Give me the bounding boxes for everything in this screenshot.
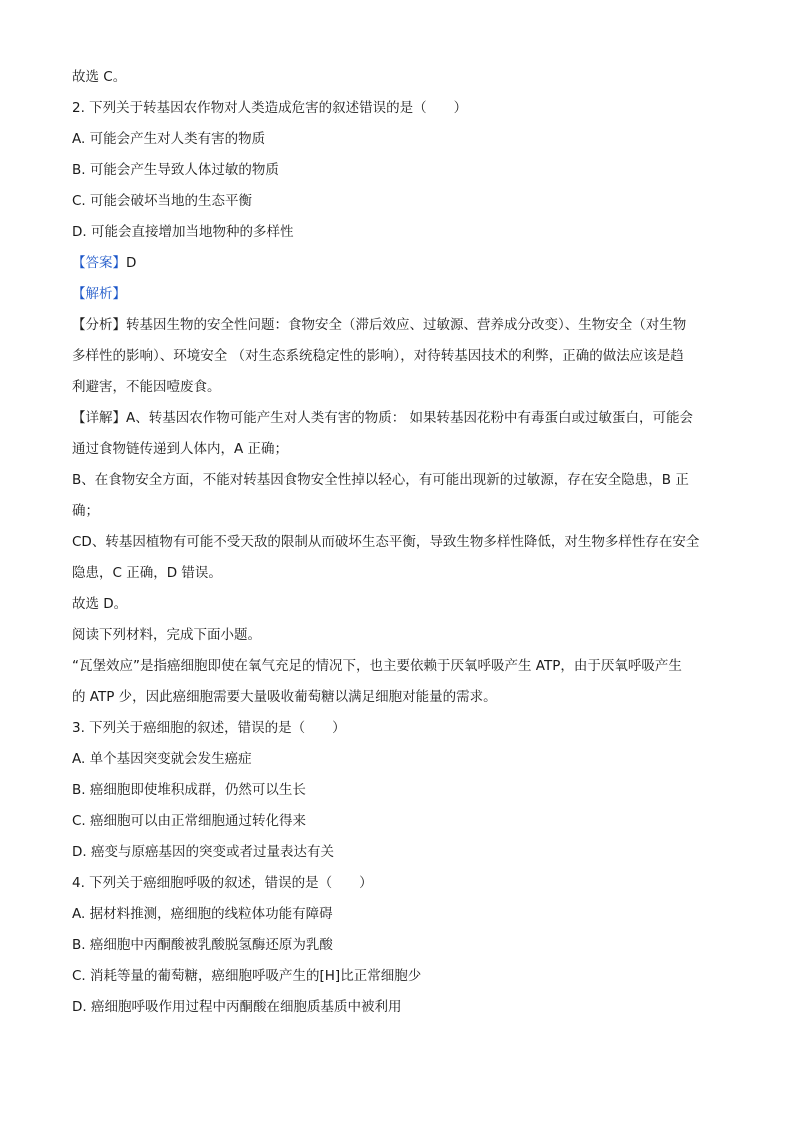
select-d-line: 故选 D。 (72, 596, 128, 612)
question-4-option-b: B. 癌细胞中丙酮酸被乳酸脱氢酶还原为乳酸 (72, 937, 333, 953)
analysis-heading (72, 279, 724, 310)
read-material-line: 阅读下列材料，完成下面小题。 (72, 627, 261, 643)
question-3-option-a: A. 单个基因突变就会发生癌症 (72, 751, 252, 767)
question-3-option-b: B. 癌细胞即使堆积成群，仍然可以生长 (72, 782, 306, 798)
question-3-option-c: C. 癌细胞可以由正常细胞通过转化得来 (72, 813, 307, 829)
question-3-option-d: D. 癌变与原癌基因的突变或者过量表达有关 (72, 844, 334, 860)
xiangjie-line-5: CD、转基因植物有可能不受天敌的限制从而破坏生态平衡，导致生物多样性降低，对生物多样性存在安全 (72, 534, 700, 550)
prev-answer-line: 故选 C。 (72, 69, 127, 85)
xiangjie-tag: 【详解】 (72, 410, 126, 426)
fenxi-tag: 【分析】 (72, 317, 126, 333)
xiangjie-line-4: 确； (72, 503, 99, 519)
xiangjie-text-1: A、转基因农作物可能产生对人类有害的物质： 如果转基因花粉中有毒蛋白或过敏蛋白，可能会 (126, 410, 694, 426)
analysis-tag: 【解析】 (72, 286, 126, 302)
material-line-1: “瓦堡效应”是指癌细胞即使在氧气充足的情况下，也主要依赖于厌氧呼吸产生 ATP，由于厌氧呼吸产生 (72, 658, 682, 674)
answer-tag: 【答案】 (72, 255, 126, 271)
fenxi-text-1: 转基因生物的安全性问题：食物安全（滞后效应、过敏源、营养成分改变）、生物安全（对生物 (126, 317, 687, 333)
question-2-option-b: B. 可能会产生导致人体过敏的物质 (72, 162, 279, 178)
question-2-option-d: D. 可能会直接增加当地物种的多样性 (72, 224, 294, 240)
material-line-2: 的 ATP 少，因此癌细胞需要大量吸收葡萄糖以满足细胞对能量的需求。 (72, 689, 497, 705)
question-4-option-c: C. 消耗等量的葡萄糖，癌细胞呼吸产生的[H]比正常细胞少 (72, 968, 422, 984)
fenxi-line-3: 利避害，不能因噎废食。 (72, 379, 221, 395)
question-2-option-a: A. 可能会产生对人类有害的物质 (72, 131, 266, 147)
document-page (72, 62, 724, 1023)
question-2-option-c: C. 可能会破坏当地的生态平衡 (72, 193, 253, 209)
fenxi-line-1 (72, 310, 724, 341)
question-4: 4. 下列关于癌细胞呼吸的叙述，错误的是（ ） (72, 875, 373, 891)
xiangjie-line-3: B、在食物安全方面，不能对转基因食物安全性掉以轻心，有可能出现新的过敏源，存在安全隐患，B 正 (72, 472, 689, 488)
question-3: 3. 下列关于癌细胞的叙述，错误的是（ ） (72, 720, 346, 736)
answer-line (72, 248, 724, 279)
fenxi-line-2: 多样性的影响）、环境安全 （对生态系统稳定性的影响），对待转基因技术的利弊，正确的做法应该是趋 (72, 348, 684, 364)
question-4-option-d: D. 癌细胞呼吸作用过程中丙酮酸在细胞质基质中被利用 (72, 999, 402, 1015)
xiangjie-line-1 (72, 403, 724, 434)
answer-value: D (126, 255, 137, 271)
question-4-option-a: A. 据材料推测，癌细胞的线粒体功能有障碍 (72, 906, 333, 922)
xiangjie-line-6: 隐患，C 正确，D 错误。 (72, 565, 222, 581)
xiangjie-line-2: 通过食物链传递到人体内，A 正确； (72, 441, 289, 457)
question-2: 2. 下列关于转基因农作物对人类造成危害的叙述错误的是（ ） (72, 100, 468, 116)
